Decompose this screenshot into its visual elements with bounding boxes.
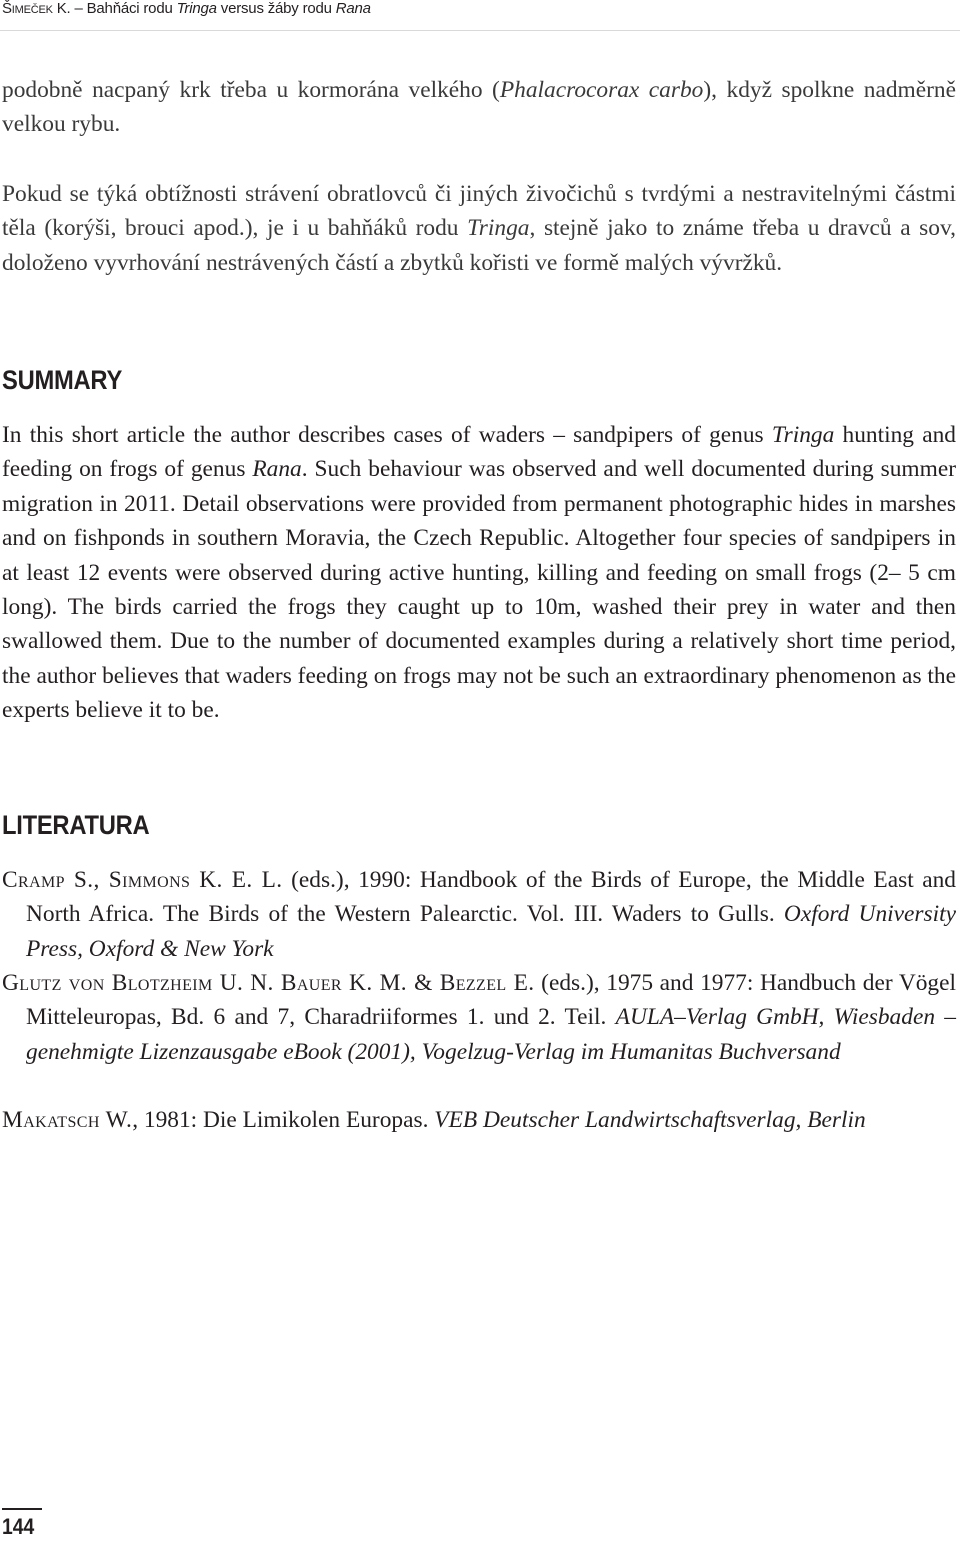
summary-paragraph [2, 418, 956, 728]
summary-text-a: In this short article the author describes cases of waders – sandpipers of genus [2, 422, 772, 448]
page-number-rule [2, 1508, 42, 1510]
summary-genus-2: Rana [252, 456, 302, 483]
reference-item [2, 863, 956, 966]
paragraph2-text-b: , stejně jako to známe třeba u dravců a sov, doloženo vyvrhování nestrávených částí a zbytků kořisti ve formě malých vývržků. [2, 215, 956, 276]
paragraph1-text-a: podobně nacpaný krk třeba u kormorána velkého ( [2, 77, 500, 103]
reference-text: , 1981: Die Limikolen Europas. [132, 1107, 435, 1133]
reference-publisher: AULA–Verlag GmbH, Wiesbaden – genehmigte Lizenzausgabe eBook (2001), Vogelzug-Verlag im Humanitas Buchversand [26, 1004, 956, 1065]
reference-authors: Makatsch W. [2, 1107, 133, 1133]
reference-authors: Glutz von Blotzheim U. N. Bauer K. M. & Bezzel E. [2, 970, 535, 996]
running-head-genus-2: Rana [335, 0, 371, 17]
reference-publisher: Oxford University Press, Oxford & New York [26, 901, 956, 962]
reference-authors: Cramp S., Simmons K. E. L. [2, 867, 283, 893]
paragraph1-species: Phalacrocorax carbo [499, 77, 704, 103]
reference-item [2, 1103, 956, 1137]
page-number: 144 [2, 1514, 35, 1539]
paragraph2-genus: Tringa [467, 215, 530, 242]
reference-item [2, 966, 956, 1069]
paragraph2-text-a: Pokud se týká obtížnosti strávení obratlovců či jiných živočichů s tvrdými a nestravitelnými částmi těla (korýši, brouci apod.), je i u bahňáků rodu [2, 181, 956, 242]
paragraph1-text-b: ), když spolkne nadměrně velkou rybu. [2, 77, 956, 138]
running-head-title-a: Bahňáci rodu [86, 0, 177, 17]
summary-text-c: . Such behaviour was observed and well documented during summer migration in 2011. Detail observations were provided from permanent photographic hides in marshes and on fishponds in southern Moravia, the Czech Republic. Altogether four species of sandpipers in at least 12 events were observed during active hunting, killing and feeding on small frogs (2– 5 cm long). The birds carried the frogs they caught up to 10m, washed their prey in water and then swallowed them. Due to the number of documented examples during a relatively short time period, the author believes that waders feeding on frogs may not be such an extraordinary phenomenon as the experts believe it to be. [2, 456, 956, 724]
paragraph-continuation [2, 73, 956, 142]
summary-text-b: hunting and feeding on frogs of genus [2, 422, 956, 483]
reference-text: (eds.), 1990: Handbook of the Birds of Europe, the Middle East and North Africa. The Birds of the Western Palearctic. Vol. III. Waders to Gulls. [26, 867, 956, 928]
running-head [2, 0, 958, 24]
summary-genus-1: Tringa [771, 422, 835, 448]
paragraph-regurgitation [2, 177, 956, 280]
reference-publisher: VEB Deutscher Landwirtschaftsverlag, Berlin [434, 1107, 866, 1133]
running-head-genus-1: Tringa [176, 0, 217, 17]
running-head-separator: – [70, 0, 87, 17]
summary-heading: SUMMARY [2, 365, 123, 395]
literatura-heading: LITERATURA [2, 810, 150, 840]
header-divider [0, 30, 960, 32]
running-head-author: Šimeček K. [2, 0, 71, 17]
running-head-title-b: versus žáby rodu [216, 0, 336, 17]
reference-text: (eds.), 1975 and 1977: Handbuch der Vögel Mitteleuropas, Bd. 6 and 7, Charadriiformes 1. und 2. Teil. [26, 970, 957, 1031]
